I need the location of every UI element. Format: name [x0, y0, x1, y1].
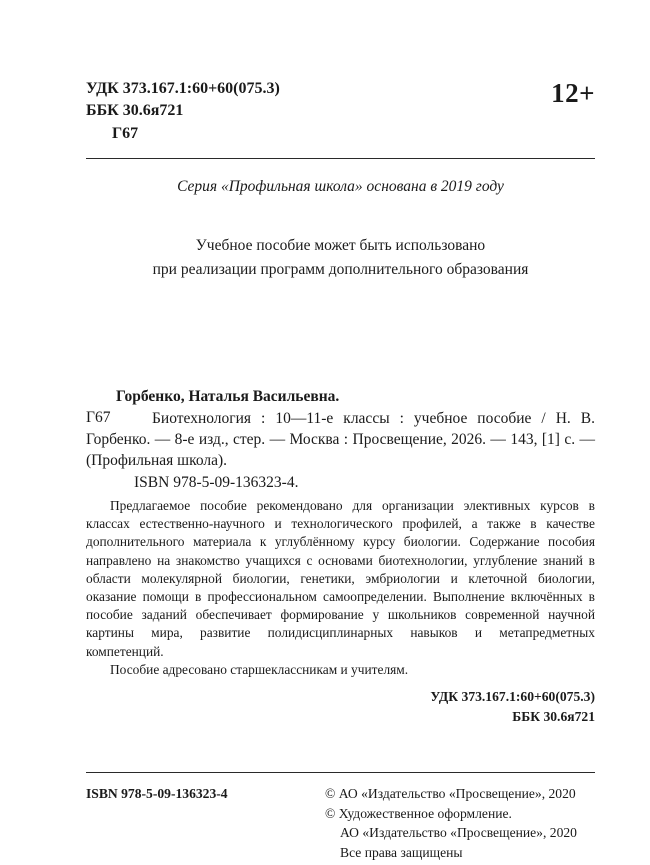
udk-line: УДК 373.167.1:60+60(075.3) [86, 80, 280, 97]
classification-block [86, 78, 280, 145]
catalog-entry: Биотехнология : 10—11-е классы : учебное пособие / Н. В. Горбенко. — 8-е изд., стер. — Москва : Просвещение, 2026. — 143, [1] с. — (Профильная школа). [86, 410, 595, 470]
age-rating-badge: 12+ [551, 78, 595, 108]
usage-note-line2: при реализации программ дополнительного образования [152, 261, 529, 279]
catalog-author-sign-code: Г67 [86, 409, 111, 427]
catalog-author: Горбенко, Наталья Васильевна. [116, 388, 340, 406]
author-sign-code: Г67 [112, 124, 139, 142]
copyright-block [325, 784, 595, 863]
header [86, 78, 595, 145]
catalog-entry-block [86, 409, 595, 472]
udk-right-line: УДК 373.167.1:60+60(075.3) [430, 689, 595, 705]
footer [86, 784, 595, 863]
usage-note-line1: Учебное пособие может быть использовано [195, 237, 486, 255]
bbk-line: ББК 30.6я721 [86, 102, 184, 120]
copyright-line: Все права защищены [340, 844, 463, 860]
usage-note [86, 234, 595, 282]
bbk-right-line: ББК 30.6я721 [512, 709, 595, 725]
catalog-isbn: ISBN 978-5-09-136323-4. [134, 473, 299, 491]
copyright-line: © Художественное оформление. [325, 805, 512, 821]
header-divider [86, 158, 595, 159]
copyright-line: АО «Издательство «Просвещение», 2020 [340, 825, 577, 841]
series-line: Серия «Профильная школа» основана в 2019 году [177, 178, 504, 196]
copyright-line: © АО «Издательство «Просвещение», 2020 [325, 785, 576, 801]
annotation-paragraph: Предлагаемое пособие рекомендовано для организации элективных курсов в классах естественно-научного и технологического профилей, а также в качестве дополнительного материала к углублённому курсу биологии. Содержание пособия направлено на знакомство учащихся с основами биотехнологии, углубление знаний в области молекулярной биологии, генетики, эмбриологии и клеточной биологии, оказание помощи в профессиональном самоопределении. Выполнение включённых в пособие заданий обеспечивает формирование у школьников современной научной картины мира, развитие полидисциплинарных навыков и метапредметных компетенций. [86, 497, 595, 659]
audience-line: Пособие адресовано старшеклассникам и учителям. [110, 661, 409, 677]
footer-divider [86, 772, 595, 773]
footer-isbn: ISBN 978-5-09-136323-4 [86, 785, 228, 801]
classification-right-block [86, 687, 595, 728]
